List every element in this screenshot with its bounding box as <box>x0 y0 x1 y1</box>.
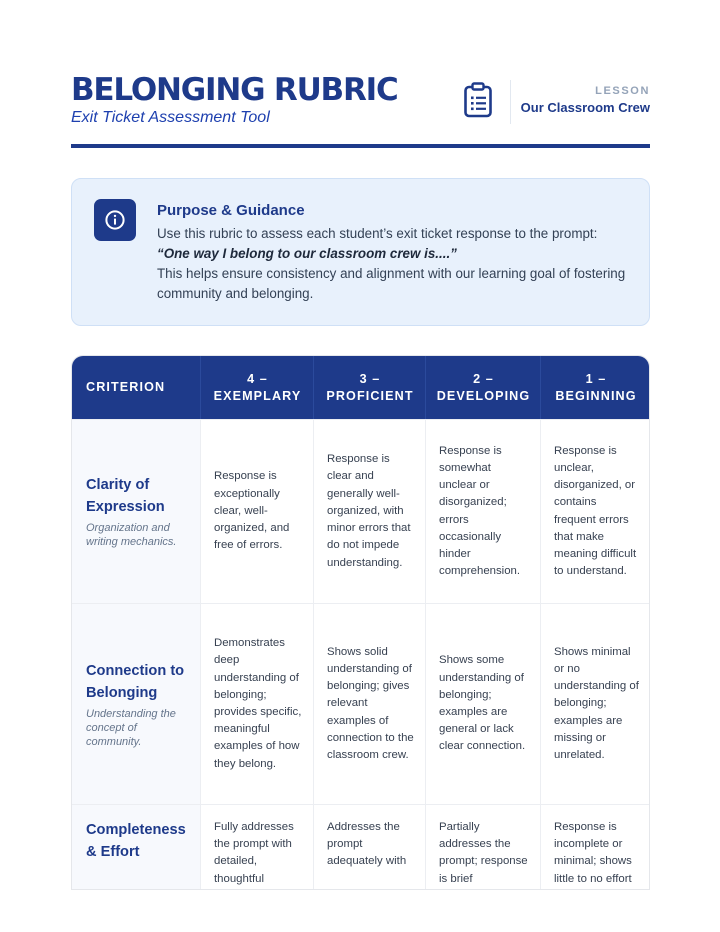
table-row <box>72 804 650 890</box>
table-row <box>72 603 650 804</box>
rubric-table <box>71 355 650 890</box>
developing-cell <box>426 805 541 890</box>
guidance-prompt: “One way I belong to our classroom crew is....” <box>157 246 457 261</box>
header-rule <box>71 144 650 148</box>
cell-text: Shows minimal or no understanding of belonging; examples are missing or unrelated. <box>554 645 639 761</box>
beginning-cell <box>541 420 650 603</box>
exemplary-cell <box>201 604 314 804</box>
header-beginning <box>541 356 650 419</box>
info-icon-box <box>94 199 136 241</box>
header-criterion-label: CRITERION <box>86 380 166 394</box>
header-exemplary-label: EXEMPLARY <box>213 388 302 403</box>
exemplary-cell <box>201 805 314 890</box>
header-developing <box>426 356 541 419</box>
proficient-cell <box>314 805 426 890</box>
criterion-title: Completeness & Effort <box>86 822 186 860</box>
header-exemplary-num: 4 – <box>247 371 268 386</box>
proficient-cell <box>314 604 426 804</box>
guidance-text <box>157 201 627 304</box>
cell-text: Response is unclear, disorganized, or contains frequent errors that make meaning difficult to understand. <box>554 444 637 578</box>
header-developing-num: 2 – <box>473 371 494 386</box>
cell-text: Response is incomplete or minimal; shows little to no effort <box>554 821 632 885</box>
page-subtitle: Exit Ticket Assessment Tool <box>71 109 270 126</box>
exemplary-cell <box>201 420 314 603</box>
cell-text: Addresses the prompt adequately with <box>327 821 407 868</box>
header-criterion <box>72 356 201 419</box>
cell-text: Response is somewhat unclear or disorganized; errors occasionally hinder comprehension. <box>439 444 521 578</box>
table-header <box>72 356 650 419</box>
developing-cell <box>426 604 541 804</box>
header-beginning-label: BEGINNING <box>555 388 637 403</box>
cell-text: Shows some understanding of belonging; examples are general or lack clear connection. <box>439 654 526 753</box>
header-beginning-num: 1 – <box>585 371 607 386</box>
criterion-cell <box>72 420 201 603</box>
cell-text: Fully addresses the prompt with detailed, thoughtful <box>214 821 294 885</box>
guidance-heading: Purpose & Guidance <box>157 202 305 219</box>
header-proficient <box>314 356 426 419</box>
criterion-subtitle: Organization and writing mechanics. <box>86 522 177 548</box>
criterion-title: Connection to Belonging <box>86 662 185 701</box>
guidance-panel <box>71 178 650 326</box>
page-title: BELONGING RUBRIC <box>71 72 398 108</box>
guidance-line2: This helps ensure consistency and alignment with our learning goal of fostering community and belonging. <box>157 266 626 301</box>
table-row <box>72 419 650 603</box>
clipboard-list-icon <box>463 82 493 118</box>
page-header <box>71 70 650 148</box>
header-proficient-label: PROFICIENT <box>326 388 414 403</box>
lesson-label: LESSON <box>595 85 650 97</box>
criterion-cell <box>72 805 201 890</box>
proficient-cell <box>314 420 426 603</box>
guidance-line1: Use this rubric to assess each student’s exit ticket response to the prompt: <box>157 226 598 241</box>
criterion-cell <box>72 604 201 804</box>
header-developing-label: DEVELOPING <box>436 388 531 403</box>
cell-text: Response is exceptionally clear, well-organized, and free of errors. <box>214 470 290 552</box>
cell-text: Demonstrates deep understanding of belonging; provides specific, meaningful examples of how they belong. <box>214 637 302 770</box>
developing-cell <box>426 420 541 603</box>
cell-text: Shows solid understanding of belonging; gives relevant examples of connection to the classroom crew. <box>327 645 414 761</box>
header-divider <box>510 80 511 124</box>
info-icon <box>104 209 126 231</box>
beginning-cell <box>541 604 650 804</box>
cell-text: Partially addresses the prompt; response is brief <box>439 821 528 885</box>
criterion-title: Clarity of Expression <box>86 477 165 515</box>
header-proficient-num: 3 – <box>359 371 381 386</box>
criterion-subtitle: Understanding the concept of community. <box>86 707 176 748</box>
beginning-cell <box>541 805 650 890</box>
header-exemplary <box>201 356 314 419</box>
cell-text: Response is clear and generally well-organized, with minor errors that do not impede understanding. <box>327 453 411 569</box>
lesson-name: Our Classroom Crew <box>520 100 650 115</box>
